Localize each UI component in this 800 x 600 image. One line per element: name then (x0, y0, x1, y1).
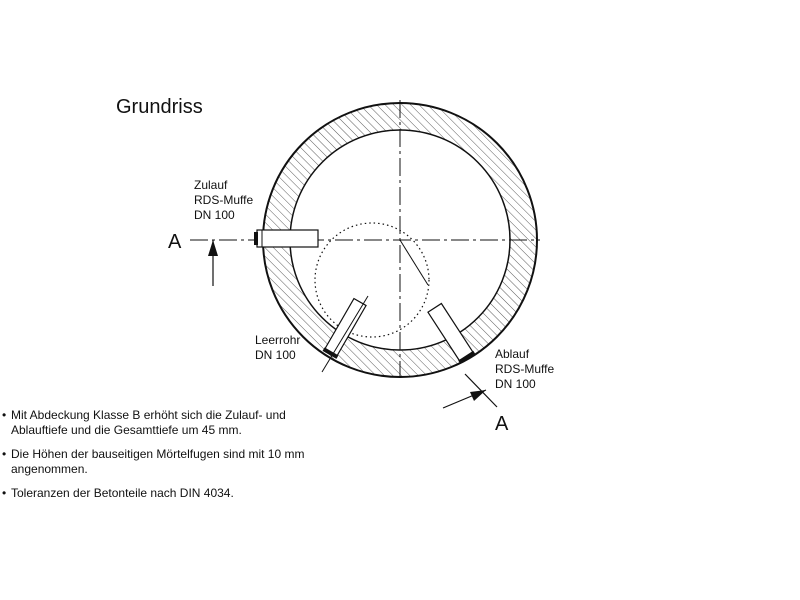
note-item (2, 447, 342, 477)
zulauf-label-line: Zulauf (194, 178, 228, 192)
note-line: Ablauftiefe und die Gesamttiefe um 45 mm. (11, 423, 242, 437)
leerrohr-label-line: DN 100 (255, 348, 296, 362)
note-line: Mit Abdeckung Klasse B erhöht sich die Zulauf- und (11, 408, 286, 422)
ablauf-label-line: DN 100 (495, 377, 536, 391)
ablauf-label (495, 347, 554, 391)
zulauf-pipe (254, 230, 318, 247)
note-item (2, 486, 342, 501)
note-line: angenommen. (11, 462, 88, 476)
leerrohr-label (255, 333, 300, 362)
zulauf-label (194, 178, 253, 222)
bullet-icon: • (2, 447, 7, 461)
zulauf-label-line: RDS-Muffe (194, 193, 254, 207)
bullet-icon: • (2, 408, 7, 422)
note-item (2, 408, 342, 438)
section-label-a-left: A (168, 231, 182, 253)
section-label-a-right: A (495, 413, 509, 435)
note-line: Die Höhen der bauseitigen Mörtelfugen sind mit 10 mm (11, 447, 305, 461)
leerrohr-label-line: Leerrohr (255, 333, 301, 347)
bullet-icon: • (2, 486, 7, 500)
note-line: Toleranzen der Betonteile nach DIN 4034. (11, 486, 234, 500)
notes-list (2, 408, 342, 510)
section-marker-a-left (168, 231, 218, 286)
drawing-title: Grundriss (116, 96, 203, 118)
ablauf-label-line: RDS-Muffe (495, 362, 555, 376)
ablauf-label-line: Ablauf (495, 347, 530, 361)
zulauf-label-line: DN 100 (194, 208, 235, 222)
